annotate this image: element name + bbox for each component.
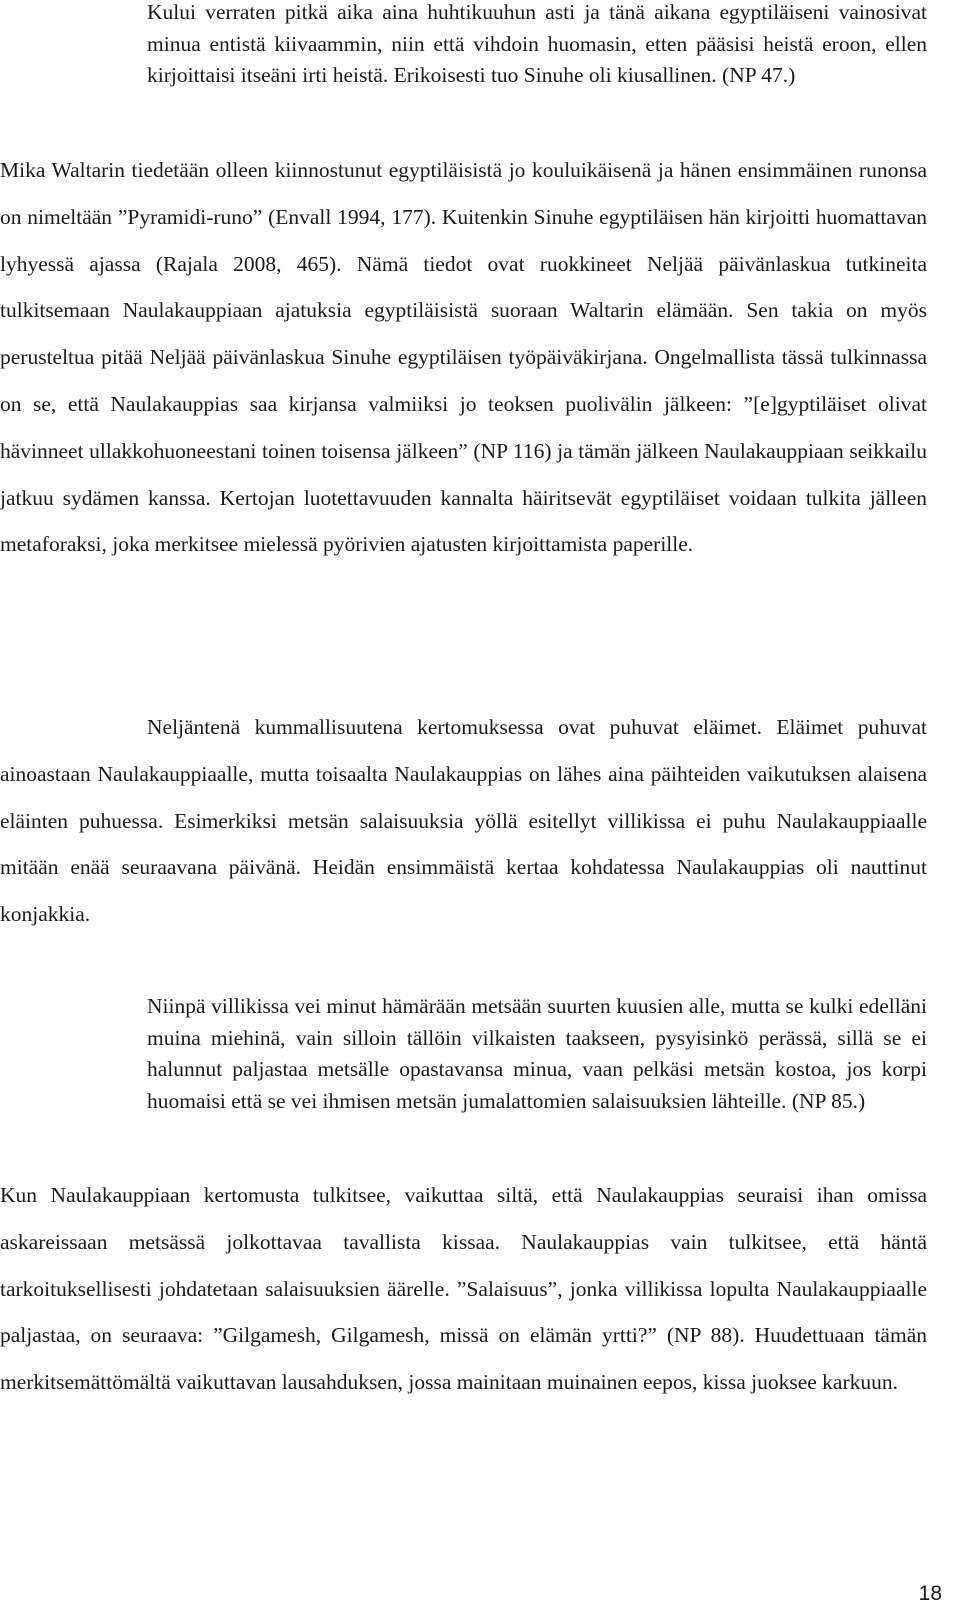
- block-quote-1: Kului verraten pitkä aika aina huhtikuuhun asti ja tänä aikana egyptiläiseni vainosivat minua entistä kiivaammin, niin että vihdoin huomasin, etten pääsisi heistä eroon, ellen kirjoittaisi itseäni irti heistä. Erikoisesti tuo Sinuhe oli kiusallinen. (NP 47.): [147, 0, 927, 87]
- paragraph-1: Mika Waltarin tiedetään olleen kiinnostunut egyptiläisistä jo kouluikäisenä ja hänen ensimmäinen runonsa on nimeltään ”Pyramidi-runo” (Envall 1994, 177). Kuitenkin Sinuhe egyptiläisen hän kirjoitti huomattavan lyhyessä ajassa (Rajala 2008, 465). Nämä tiedot ovat ruokkineet Neljää päivänlaskua tutkineita tulkitsemaan Naulakauppiaan ajatuksia egyptiläisistä suoraan Waltarin elämään. Sen takia on myös perusteltua pitää Neljää päivänlaskua Sinuhe egyptiläisen työpäiväkirjana. Ongelmallista tässä tulkinnassa on se, että Naulakauppias saa kirjansa valmiiksi jo teoksen puolivälin jälkeen: ”[e]gyptiläiset olivat hävinneet ullakkohuoneestani toinen toisensa jälkeen” (NP 116) ja tämän jälkeen Naulakauppiaan seikkailu jatkuu sydämen kanssa. Kertojan luotettavuuden kannalta häiritsevät egyptiläiset voidaan tulkita jälleen metaforaksi, joka merkitsee mielessä pyörivien ajatusten kirjoittamista paperille.: [0, 158, 927, 557]
- block-quote-2: Niinpä villikissa vei minut hämärään metsään suurten kuusien alle, mutta se kulki edelläni muina miehinä, vain silloin tällöin vilkaisten taakseen, pysyisinkö perässä, sillä se ei halunnut paljastaa metsälle opastavansa minua, vaan pelkäsi metsän kostoa, jos korpi huomaisi että se vei ihmisen metsän jumalattomien salaisuuksien lähteille. (NP 85.): [147, 994, 927, 1113]
- paragraph-2: Neljäntenä kummallisuutena kertomuksessa ovat puhuvat eläimet. Eläimet puhuvat ainoastaan Naulakauppiaalle, mutta toisaalta Naulakauppias on lähes aina päihteiden vaikutuksen alaisena eläinten puhuessa. Esimerkiksi metsän salaisuuksia yöllä esitellyt villikissa ei puhu Naulakauppiaalle mitään enää seuraavana päivänä. Heidän ensimmäistä kertaa kohdatessa Naulakauppias oli nauttinut konjakkia.: [0, 715, 927, 927]
- paragraph-3: Kun Naulakauppiaan kertomusta tulkitsee, vaikuttaa siltä, että Naulakauppias seuraisi ihan omissa askareissaan metsässä jolkottavaa tavallista kissaa. Naulakauppias vain tulkitsee, että häntä tarkoituksellisesti johdatetaan salaisuuksien äärelle. ”Salaisuus”, jonka villikissa lopulta Naulakauppiaalle paljastaa, on seuraava: ”Gilgamesh, Gilgamesh, missä on elämän yrtti?” (NP 88). Huudettuaan tämän merkitsemättömältä vaikuttavan lausahduksen, jossa mainitaan muinainen eepos, kissa juoksee karkuun.: [0, 1183, 927, 1395]
- page-number: 18: [918, 1582, 942, 1605]
